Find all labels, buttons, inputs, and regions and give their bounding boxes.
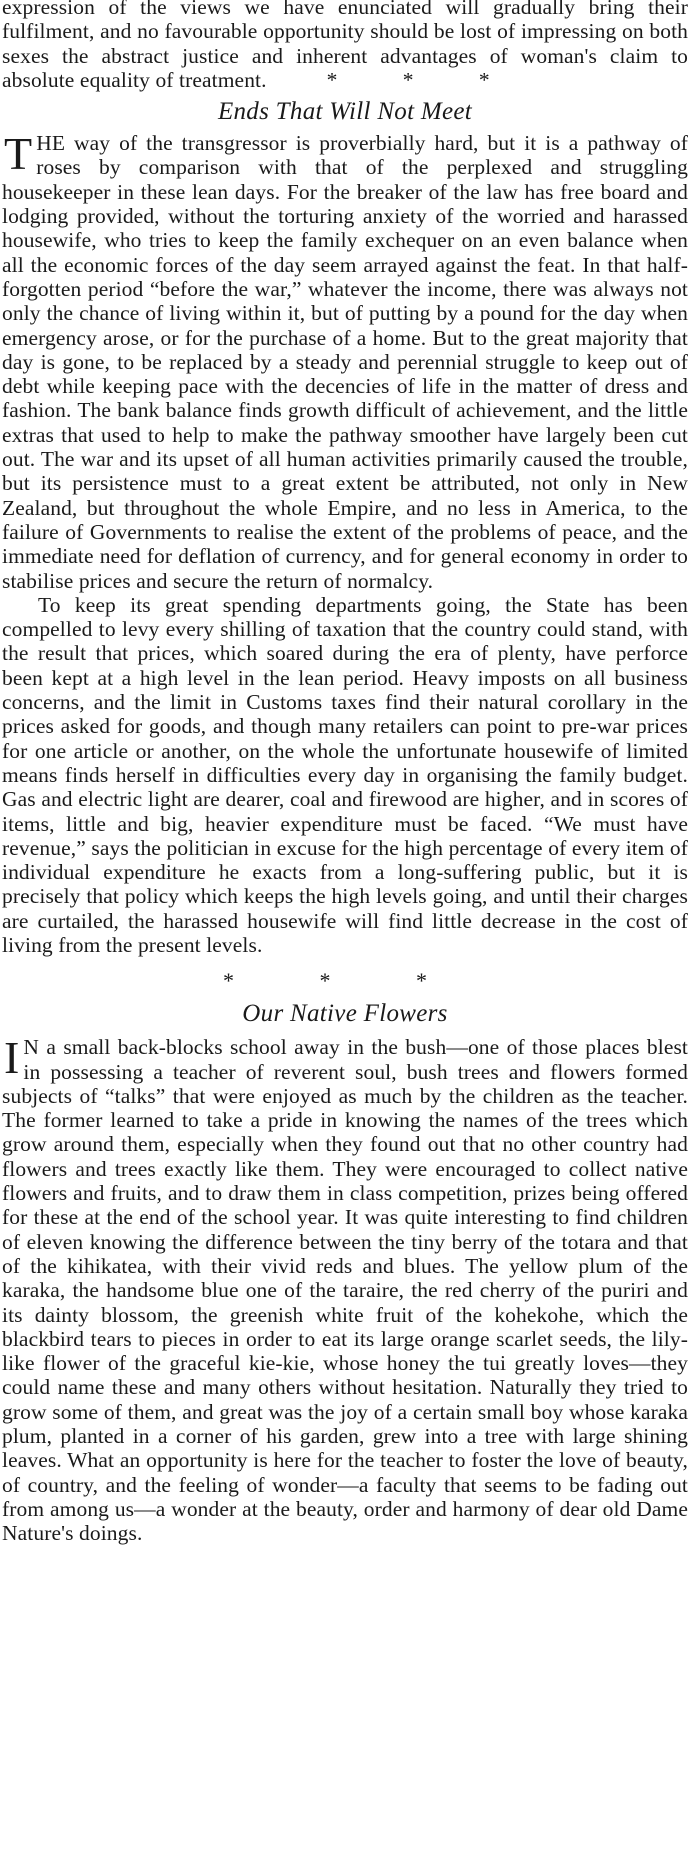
section-divider-stars: * * * bbox=[223, 968, 467, 994]
section-title-our-native-flowers: Our Native Flowers bbox=[242, 1000, 448, 1028]
ends-paragraph-1 bbox=[2, 128, 688, 593]
drop-cap-letter: I bbox=[4, 1032, 20, 1084]
ends-paragraph-2: To keep its great spending departments going, the State has been compelled to levy every shilling of taxation that the country could stand, with the result that prices, which soared during the era of plenty, have perforce been kept at a high level in the lean period. Heavy imposts on all business concerns, and the limit in Customs taxes find their natural corollary in the prices asked for goods, and though many retailers can point to pre-war prices for one article or another, on the whole the unfortunate housewife of limited means finds herself in difficulties every day in organising the family budget. Gas and electric light are dearer, coal and firewood are higher, and in scores of items, little and big, heavier expenditure must be faced. “We must have revenue,” says the politician in excuse for the high percentage of every item of individual expenditure he exacts from a long-suffering public, but it is precisely that policy which keeps the high levels going, and until their charges are curtailed, the harassed housewife will find little decrease in the cost of living from the present levels. bbox=[2, 592, 688, 957]
intro-text: expression of the views we have enunciated will gradually bring their fulfilment, and no favourable opportunity should be lost of impressing on both sexes the abstract justice and inherent advantages of woman's claim to absolute equality of treatment. bbox=[2, 0, 688, 92]
section-divider-stars: * * * bbox=[326, 67, 520, 92]
flowers-paragraph-1 bbox=[2, 1032, 688, 1546]
section-title-ends-that-will-not-meet: Ends That Will Not Meet bbox=[217, 98, 473, 126]
intro-paragraph bbox=[2, 0, 688, 92]
flowers-paragraph-1-text: N a small back-blocks school away in the bush—one of those places blest in possessing a teacher of reverent soul, bush trees and flowers formed subjects of “talks” that were enjoyed as much by the children as the teacher. The former learned to take a pride in knowing the names of the trees which grow around them, especially when they found out that no other country had flowers and trees exactly like them. They were encouraged to collect native flowers and fruits, and to draw them in class competition, prizes being offered for these at the end of the school year. It was quite interesting to find children of eleven knowing the difference between the tiny berry of the totara and that of the kihikatea, with their vivid reds and blues. The yellow plum of the karaka, the handsome blue one of the taraire, the red cherry of the puriri and its dainty blossom, the greenish white fruit of the kohekohe, which the blackbird tears to pieces in order to eat its large orange scarlet seeds, the lily-like flower of the graceful kie-kie, whose honey the tui greatly loves—they could name these and many others without hesitation. Naturally they tried to grow some of them, and great was the joy of a certain small boy whose karaka plum, planted in a corner of his garden, grew into a tree with large shining leaves. What an opportunity is here for the teacher to foster the love of beauty, of country, and the feeling of wonder—a faculty that seems to be fading out from among us—a wonder at the beauty, order and harmony of dear old Dame Nature's doings. bbox=[2, 1035, 688, 1546]
drop-cap-letter: T bbox=[4, 128, 33, 180]
ends-paragraph-1-text: HE way of the transgressor is proverbially hard, but it is a pathway of roses by comparison with that of the perplexed and struggling housekeeper in these lean days. For the breaker of the law has free board and lodging provided, without the torturing anxiety of the worried and harassed housewife, who tries to keep the family exchequer on an even balance when all the economic forces of the day seem arrayed against the feat. In that half-forgotten period “before the war,” whatever the income, there was always not only the chance of living within it, but of putting by a pound for the day when emergency arose, or for the purchase of a home. But to the great majority that day is gone, to be replaced by a steady and perennial struggle to keep out of debt while keeping pace with the decencies of life in the matter of dress and fashion. The bank balance finds growth difficult of achievement, and the little extras that used to help to make the pathway smoother have largely been cut out. The war and its upset of all human activities primarily caused the trouble, but its persistence must to a great extent be attributed, not only in New Zealand, but throughout the whole Empire, and no less in America, to the failure of Governments to realise the extent of the problems of peace, and the immediate need for deflation of currency, and for general economy in order to stabilise prices and secure the return of normalcy. bbox=[2, 131, 688, 593]
